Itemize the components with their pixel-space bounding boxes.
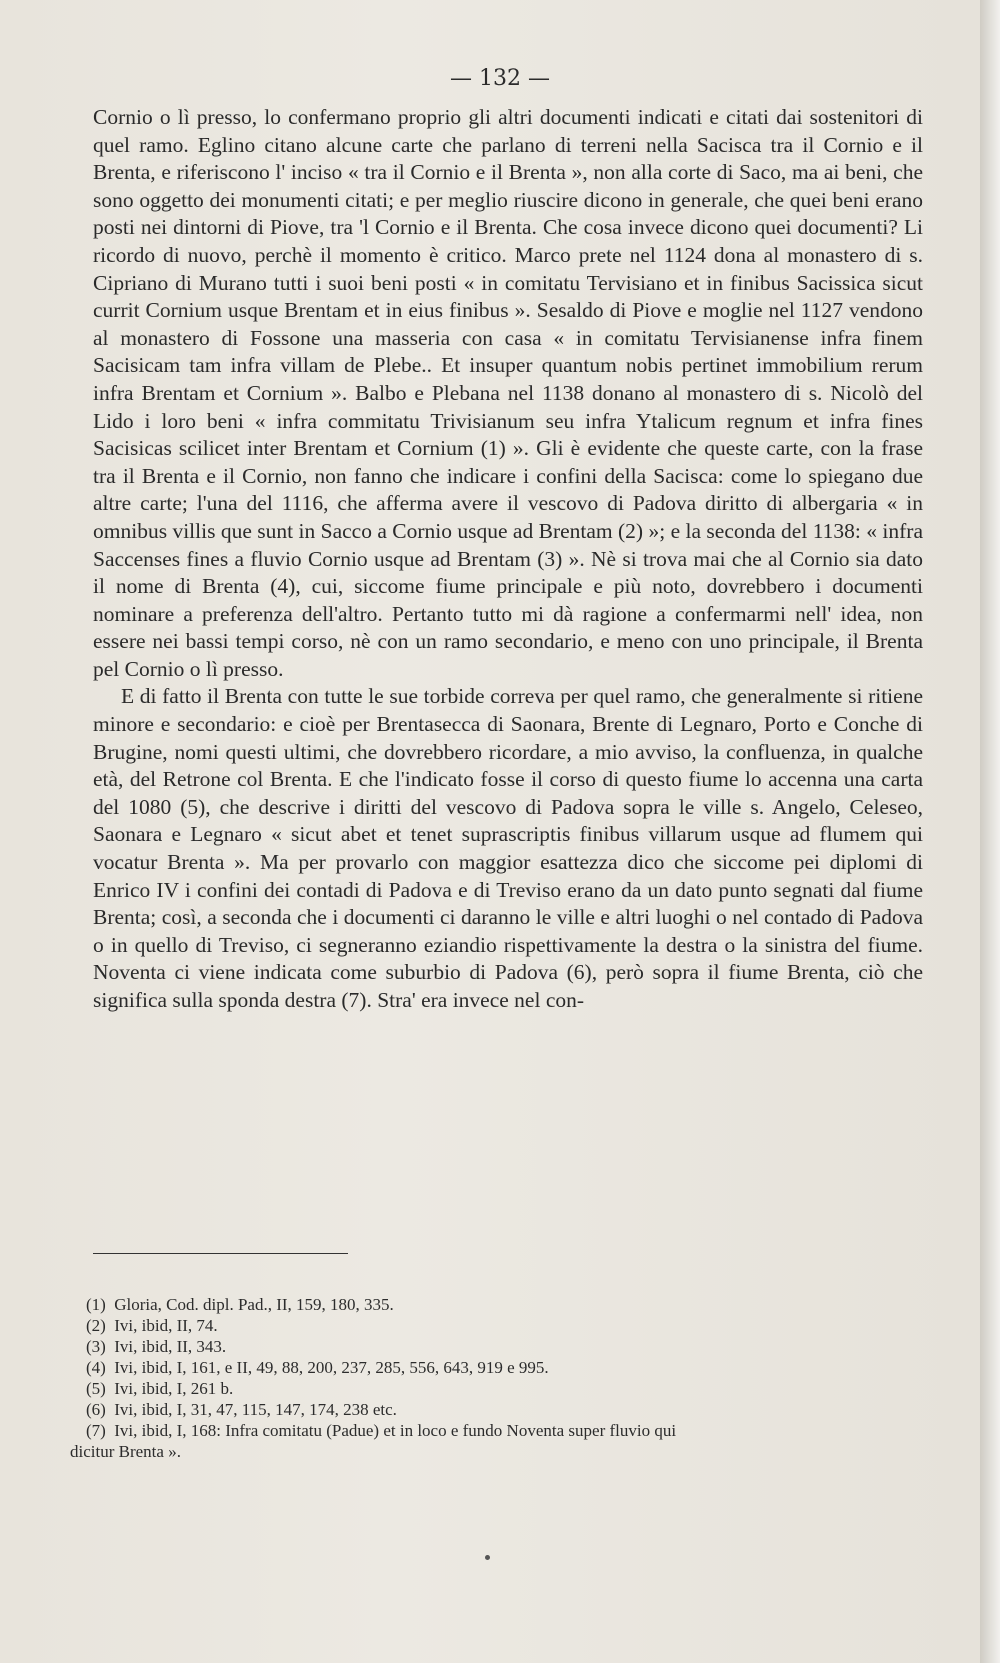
main-text — [93, 104, 923, 1015]
footnote-2: (2) Ivi, ibid, II, 74. — [86, 1316, 218, 1335]
page-edge — [980, 0, 1000, 1663]
footnotes — [70, 1294, 930, 1462]
paragraph-1: Cornio o lì presso, lo confermano proprio gli altri documenti indicati e citati dai sostenitori di quel ramo. Eglino citano alcune carte che parlano di terreni nella Sacisca tra il Cornio e il Brenta, e riferiscono l' inciso « tra il Cornio e il Brenta », non alla corte di Saco, ma ai beni, che sono oggetto dei monumenti citati; e per meglio riuscire dicono in generale, che quei beni erano posti nei dintorni di Piove, tra 'l Cornio e il Brenta. Che cosa invece dicono quei documenti? Li ricordo di nuovo, perchè il momento è critico. Marco prete nel 1124 dona al monastero di s. Cipriano di Murano tutti i suoi beni posti « in comitatu Tervisiano et in finibus Sacissica sicut currit Cornium usque Brentam et in eius finibus ». Sesaldo di Piove e moglie nel 1127 vendono al monastero di Fossone una masseria con casa « in comitatu Tervisianense infra finem Sacisicam tam infra villam de Plebe.. Et insuper quantum nobis pertinet immobilium rerum infra Brentam et Cornium ». Balbo e Plebana nel 1138 donano al monastero di s. Nicolò del Lido i loro beni « infra commitatu Trivisianum seu infra Ytalicum regnum et infra fines Sacisicas scilicet inter Brentam et Cornium (1) ». Gli è evidente che queste carte, con la frase tra il Brenta e il Cornio, non fanno che indicare i confini della Sacisca: come lo spiegano due altre carte; l'una del 1116, che afferma avere il vescovo di Padova diritto di albergaria « in omnibus villis que sunt in Sacco a Cornio usque ad Brentam (2) »; e la seconda del 1138: « infra Saccenses fines a fluvio Cornio usque ad Brentam (3) ». Nè si trova mai che al Cornio sia dato il nome di Brenta (4), cui, siccome fiume principale e più noto, dovrebbero i documenti nominare a preferenza dell'altro. Pertanto tutto mi dà ragione a confermarmi nell' idea, non essere nei bassi tempi corso, nè con un ramo secondario, e meno con uno principale, il Brenta pel Cornio o lì presso. — [93, 105, 923, 681]
paragraph-2: E di fatto il Brenta con tutte le sue torbide correva per quel ramo, che generalmente si ritiene minore e secondario: e cioè per Brentasecca di Saonara, Brente di Legnaro, Porto e Conche di Brugine, nomi questi ultimi, che dovrebbero ricordare, a mio avviso, la confluenza, in qualche età, del Retrone col Brenta. E che l'indicato fosse il corso di questo fiume lo accenna una carta del 1080 (5), che descrive i diritti del vescovo di Padova sopra le ville s. Angelo, Celeseo, Saonara e Legnaro « sicut abet et tenet suprascriptis finibus villarum usque ad flumem qui vocatur Brenta ». Ma per provarlo con maggior esattezza dico che siccome pei diplomi di Enrico IV i confini dei contadi di Padova e di Treviso erano da un dato punto segnati dal fiume Brenta; così, a seconda che i documenti ci daranno le ville e altri luoghi o nel contado di Padova o in quello di Treviso, ci segneranno eziandio rispettivamente la destra o la sinistra del fiume. Noventa ci viene indicata come suburbio di Padova (6), però sopra il fiume Brenta, ciò che significa sulla sponda destra (7). Stra' era invece nel con- — [93, 684, 923, 1012]
footnote-separator — [93, 1253, 348, 1254]
footnote-7: (7) Ivi, ibid, I, 168: Infra comitatu (Padue) et in loco e fundo Noventa super fluvio qui — [86, 1421, 677, 1440]
ink-speck — [485, 1555, 490, 1560]
footnote-7-continuation: dicitur Brenta ». — [70, 1442, 181, 1461]
page-number: — 132 — — [450, 66, 550, 91]
footnote-5: (5) Ivi, ibid, I, 261 b. — [86, 1379, 234, 1398]
footnote-1: (1) Gloria, Cod. dipl. Pad., II, 159, 180, 335. — [86, 1295, 394, 1314]
footnote-6: (6) Ivi, ibid, I, 31, 47, 115, 147, 174, 238 etc. — [86, 1400, 397, 1419]
footnote-4: (4) Ivi, ibid, I, 161, e II, 49, 88, 200, 237, 285, 556, 643, 919 e 995. — [86, 1358, 549, 1377]
footnote-3: (3) Ivi, ibid, II, 343. — [86, 1337, 227, 1356]
